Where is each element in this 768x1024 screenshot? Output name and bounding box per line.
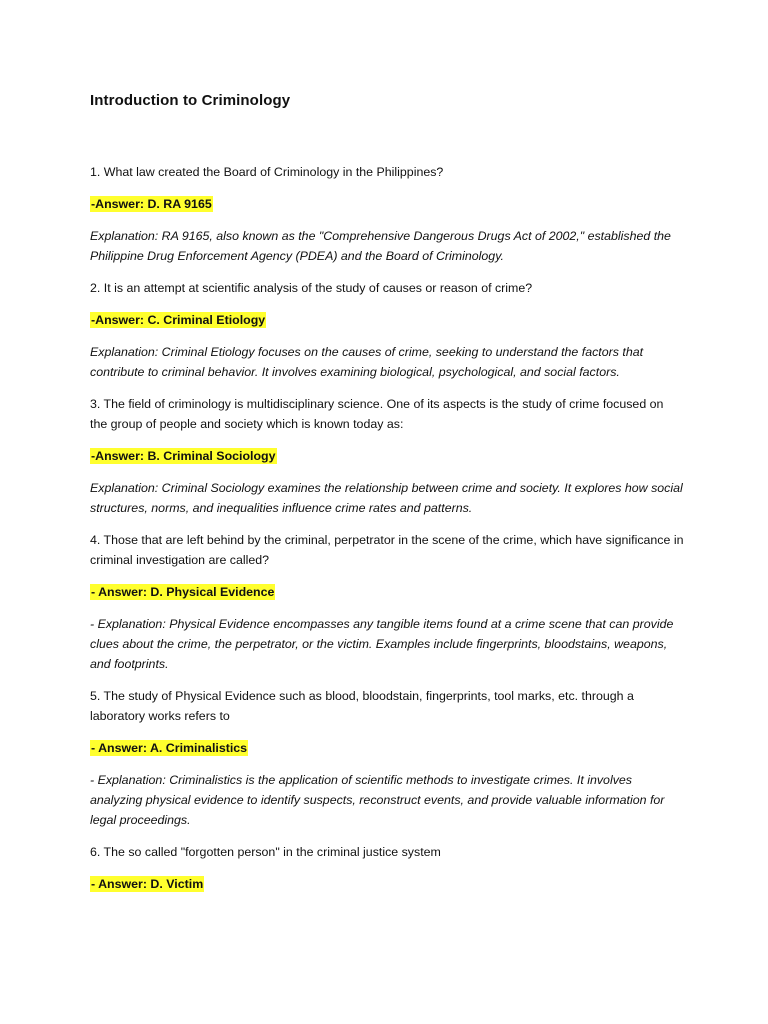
question-1: 1. What law created the Board of Criminology in the Philippines? bbox=[90, 165, 444, 179]
answer-1 bbox=[90, 194, 684, 214]
explanation-1: Explanation: RA 9165, also known as the "Comprehensive Dangerous Drugs Act of 2002," established the Philippine Drug Enforcement Agency (PDEA) and the Board of Criminology. bbox=[90, 229, 671, 263]
answer-6-highlight: - Answer: D. Victim bbox=[91, 877, 204, 891]
answer-2-highlight: -Answer: C. Criminal Etiology bbox=[91, 313, 266, 327]
answer-4 bbox=[90, 582, 684, 602]
answer-4-highlight: - Answer: D. Physical Evidence bbox=[91, 585, 275, 599]
answer-3 bbox=[90, 446, 684, 466]
question-6: 6. The so called "forgotten person" in the criminal justice system bbox=[90, 845, 441, 859]
question-4: 4. Those that are left behind by the criminal, perpetrator in the scene of the crime, which have significance in criminal investigation are called? bbox=[90, 533, 684, 567]
question-2: 2. It is an attempt at scientific analysis of the study of causes or reason of crime? bbox=[90, 281, 533, 295]
page-title: Introduction to Criminology bbox=[90, 92, 291, 109]
answer-2 bbox=[90, 310, 684, 330]
explanation-4: - Explanation: Physical Evidence encompasses any tangible items found at a crime scene that can provide clues about the crime, the perpetrator, or the victim. Examples include fingerprints, bloodstains, weapons, and footprints. bbox=[90, 617, 674, 671]
explanation-3: Explanation: Criminal Sociology examines the relationship between crime and society. It explores how social structures, norms, and inequalities influence crime rates and patterns. bbox=[90, 481, 683, 515]
answer-5-highlight: - Answer: A. Criminalistics bbox=[91, 741, 248, 755]
answer-6 bbox=[90, 874, 684, 894]
explanation-2: Explanation: Criminal Etiology focuses on the causes of crime, seeking to understand the factors that contribute to criminal behavior. It involves examining biological, psychological, and social factors. bbox=[90, 345, 644, 379]
answer-1-highlight: -Answer: D. RA 9165 bbox=[91, 197, 212, 211]
answer-3-highlight: -Answer: B. Criminal Sociology bbox=[91, 449, 276, 463]
answer-5 bbox=[90, 738, 684, 758]
explanation-5: - Explanation: Criminalistics is the application of scientific methods to investigate crimes. It involves analyzing physical evidence to identify suspects, reconstruct events, and provide valuable information for legal proceedings. bbox=[90, 773, 665, 827]
question-5: 5. The study of Physical Evidence such as blood, bloodstain, fingerprints, tool marks, etc. through a laboratory works refers to bbox=[90, 689, 634, 723]
question-3: 3. The field of criminology is multidisciplinary science. One of its aspects is the study of crime focused on the group of people and society which is known today as: bbox=[90, 397, 664, 431]
